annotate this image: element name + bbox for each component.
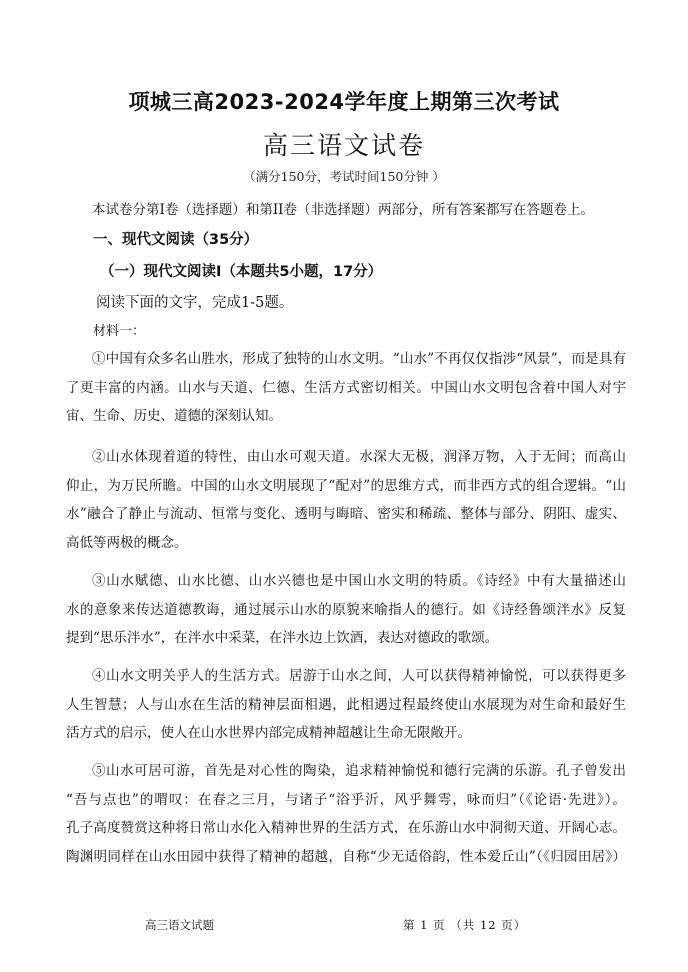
footer-paper-name: 高三语文试题 <box>145 918 214 932</box>
paragraph-line: ③山水赋德、山水比德、山水兴德也是中国山水文明的特质。《诗经》中有大量描述山 <box>92 573 626 589</box>
paragraph-line: ②山水体现着道的特性，由山水可观天道。水深大无极，润泽万物，入于无间；而高山 <box>92 449 626 465</box>
paragraph-line: 宙、生命、历史、道德的深刻认知。 <box>66 408 282 424</box>
paragraph-line: ⑤山水可居可游，首先是对心性的陶染，追求精神愉悦和德行完满的乐游。孔子曾发出 <box>92 763 626 779</box>
school-exam-title: 项城三高2023-2024学年度上期第三次考试 <box>128 90 560 114</box>
exam-info: （满分150分，考试时间150分钟 ） <box>243 169 445 184</box>
paragraph-line: 人生智慧；人与山水在生活的精神层面相遇，此相遇过程最终使山水展现为对生命和最好生 <box>66 696 626 713</box>
paragraph-line: ④山水文明关乎人的生活方式。居游于山水之间，人可以获得精神愉悦，可以获得更多 <box>92 668 626 684</box>
paragraph-line: 高低等两极的概念。 <box>66 534 188 551</box>
paragraph-1 <box>66 345 626 431</box>
paragraph-line: 了更丰富的内涵。山水与天道、仁德、生活方式密切相关。中国山水文明包含着中国人对宇 <box>66 379 626 396</box>
paragraph-line: 水的意象来传达道德教诲，通过展示山水的原貌来喻指人的德行。如《诗经鲁颂泮水》反复 <box>66 601 626 618</box>
intro-text: 本试卷分第Ⅰ卷（选择题）和第II卷（非选择题）两部分，所有答案都写在答题卷上。 <box>92 202 594 218</box>
paragraph-line: 活方式的启示，使人在山水世界内部完成精神超越让生命无限敞开。 <box>66 725 471 741</box>
paragraph-4 <box>66 662 626 748</box>
paragraph-2 <box>66 443 626 557</box>
material-label: 材料一： <box>93 324 146 339</box>
intro-block <box>66 196 626 225</box>
paragraph-line: 提到“思乐泮水”，在泮水中采菜，在泮水边上饮酒，表达对德政的歌颂。 <box>66 630 499 646</box>
paper-title: 高三语文试卷 <box>262 131 425 160</box>
reading-instruction: 阅读下面的文字，完成1-5题。 <box>96 295 294 311</box>
section-heading: 一、现代文阅读（35分） <box>93 232 259 248</box>
footer-page-number: 第 1 页 （共 12 页） <box>403 918 527 932</box>
paragraph-line: “吾与点也”的喟叹：在春之三月，与诸子“浴乎沂，风乎舞雩，咏而归”（《论语·先进》）。 <box>66 791 626 808</box>
paragraph-line: 水”融合了静止与流动、恒常与变化、透明与晦暗、密实和稀疏、整体与部分、阴阳、虚实、 <box>66 506 626 522</box>
paragraph-line: 陶渊明同样在山水田园中获得了精神的超越，自称“少无适俗韵，性本爱丘山”（《归园田居》） <box>66 848 626 865</box>
paragraph-line: ①中国有众多名山胜水，形成了独特的山水文明。“山水”不再仅仅指涉“风景”，而是具有 <box>92 351 626 367</box>
sub-section-heading: （一）现代文阅读Ⅰ（本题共5小题，17分） <box>100 264 383 280</box>
paragraph-5 <box>66 757 626 871</box>
paragraph-line: 仰止，为万民所瞻。中国的山水文明展现了“配对”的思维方式，而非西方式的组合逻辑。“山 <box>66 477 626 494</box>
paragraph-line: 孔子高度赞赏这种将日常山水化入精神世界的生活方式，在乐游山水中洞彻天道、开阔心志。 <box>66 820 626 836</box>
paragraph-3 <box>66 567 626 653</box>
